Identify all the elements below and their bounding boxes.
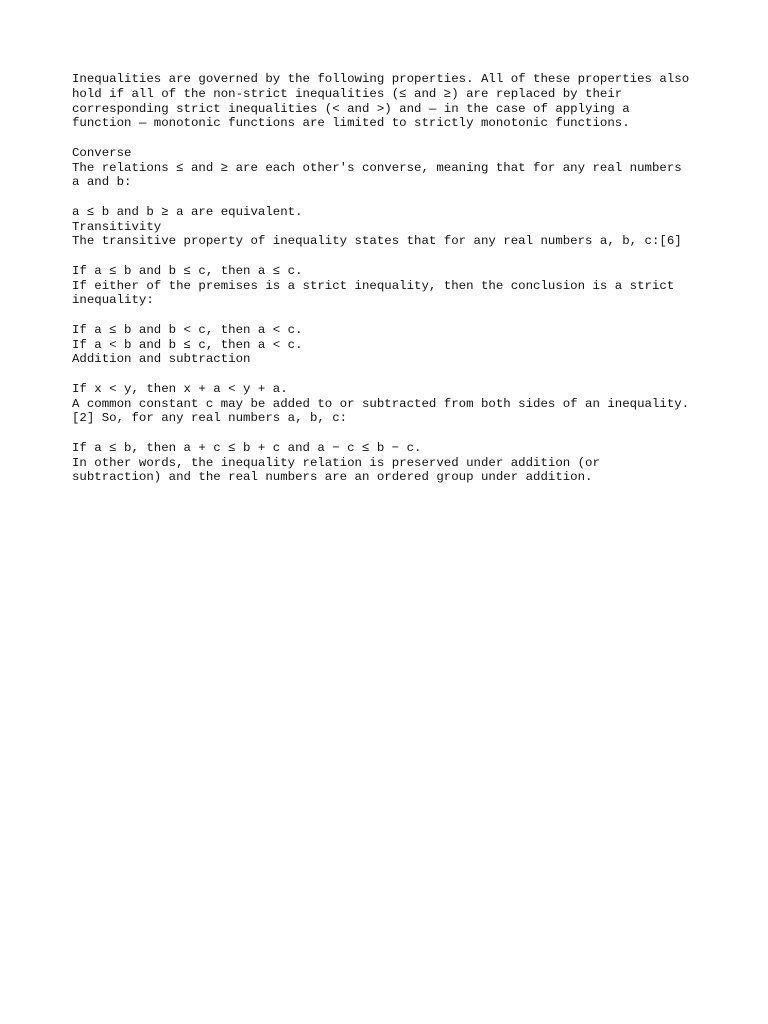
- intro-line-1: Inequalities are governed by the following properties. All of these properties also: [72, 72, 690, 86]
- transitivity-strict-formula-1: If a ≤ b and b < c, then a < c.: [72, 322, 303, 337]
- addition-closing-line-1: In other words, the inequality relation is preserved under addition (or: [72, 455, 600, 470]
- converse-formula: a ≤ b and b ≥ a are equivalent.: [72, 204, 303, 219]
- transitivity-line: The transitive property of inequality states that for any real numbers a, b, c:[6]: [72, 234, 682, 249]
- intro-line-3: corresponding strict inequalities (< and >) and — in the case of applying a: [72, 101, 630, 116]
- spacer: [72, 131, 712, 146]
- addition-formula-2: If a ≤ b, then a + c ≤ b + c and a − c ≤ b − c.: [72, 440, 422, 455]
- transitivity-strict-formula-2: If a < b and b ≤ c, then a < c.: [72, 337, 303, 352]
- spacer: [72, 367, 712, 382]
- transitivity-formula: If a ≤ b and b ≤ c, then a ≤ c.: [72, 263, 303, 278]
- converse-heading: Converse: [72, 145, 132, 160]
- converse-line-1: The relations ≤ and ≥ are each other's converse, meaning that for any real numbers: [72, 160, 682, 175]
- spacer: [72, 190, 712, 205]
- spacer: [72, 426, 712, 441]
- intro-line-4: function — monotonic functions are limited to strictly monotonic functions.: [72, 116, 630, 131]
- document-body: [72, 72, 712, 485]
- intro-line-2: hold if all of the non-strict inequalities (≤ and ≥) are replaced by their: [72, 86, 623, 101]
- transitivity-heading: Transitivity: [72, 219, 162, 234]
- transitivity-strict-line-1: If either of the premises is a strict inequality, then the conclusion is a strict: [72, 278, 675, 293]
- spacer: [72, 308, 712, 323]
- addition-line-2: [2] So, for any real numbers a, b, c:: [72, 411, 348, 426]
- addition-heading: Addition and subtraction: [72, 352, 251, 367]
- addition-formula: If x < y, then x + a < y + a.: [72, 381, 288, 396]
- addition-line-1: A common constant c may be added to or subtracted from both sides of an inequality.: [72, 396, 690, 411]
- converse-line-2: a and b:: [72, 175, 132, 190]
- spacer: [72, 249, 712, 264]
- transitivity-strict-line-2: inequality:: [72, 293, 154, 308]
- addition-closing-line-2: subtraction) and the real numbers are an ordered group under addition.: [72, 470, 593, 485]
